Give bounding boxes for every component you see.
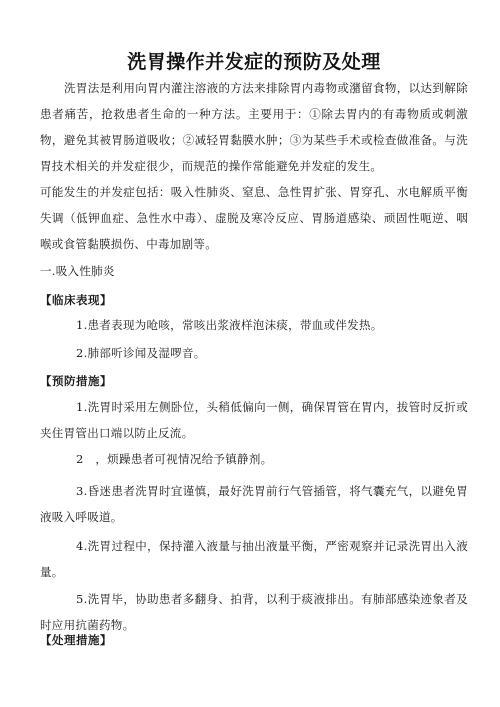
- item-number: 2: [76, 346, 84, 360]
- clinical-item-2: [40, 340, 468, 366]
- prevention-item-1: [40, 394, 468, 446]
- section-heading-aspiration-pneumonia: 一.吸入性肺炎: [40, 264, 115, 278]
- item-number: 1: [76, 400, 84, 414]
- prevention-item-3: [40, 478, 468, 530]
- prevention-item-4: [40, 533, 468, 585]
- intro-paragraph: 洗胃法是利用向胃内灌注溶液的方法来排除胃内毒物或潴留食物，以达到解除患者痛苦，抢救患者生命的一种方法。主要用于：①除去胃内的有毒物质或刺激物，避免其被胃肠道吸收；②减轻胃黏膜水肿；③为某些手术或检查做准备。与洗胃技术相关的并发症很少，而规范的操作常能避免并发症的发生。: [40, 81, 468, 173]
- prevention-label: 【预防措施】: [40, 374, 112, 388]
- item-number: 3: [76, 484, 84, 498]
- item-number: 1: [76, 318, 84, 332]
- item-text: .洗胃时采用左侧卧位，头稍低偏向一侧，确保胃管在胃内，拔管时反折或夹住胃管出口端以防止反流。: [40, 400, 468, 440]
- item-number: 4: [76, 539, 84, 553]
- item-text: .患者表现为呛咳，常咳出浆液样泡沫痰，带血或伴发热。: [83, 318, 383, 332]
- item-text: .洗胃过程中，保持灌入液量与抽出液量平衡，严密观察并记录洗胃出入液量。: [40, 539, 468, 579]
- item-text: .昏迷患者洗胃时宜谨慎，最好洗胃前行气管插管，将气囊充气，以避免胃液吸入呼吸道。: [40, 484, 468, 524]
- item-text: .肺部听诊闻及湿啰音。: [83, 346, 206, 360]
- page-title: 洗胃操作并发症的预防及处理: [127, 51, 381, 73]
- prevention-item-2: [40, 446, 468, 472]
- item-number: 2: [76, 452, 84, 466]
- clinical-item-1: [40, 312, 468, 338]
- item-text: .洗胃毕，协助患者多翻身、拍背，以利于痰液排出。有肺部感染迹象者及时应用抗菌药物。: [40, 592, 468, 632]
- item-text: ，烦躁患者可视情况给予镇静剂。: [83, 452, 273, 466]
- treatment-label: 【处理措施】: [40, 633, 112, 647]
- clinical-label: 【临床表现】: [40, 293, 112, 307]
- complications-paragraph: 可能发生的并发症包括：吸入性肺炎、窒息、急性胃扩张、胃穿孔、水电解质平衡失调（低钾血症、急性水中毒）、虚脱及寒冷反应、胃肠道感染、顽固性呃逆、咽喉或食管黏膜损伤、中毒加剧等。: [40, 185, 468, 251]
- item-number: 5: [76, 592, 84, 606]
